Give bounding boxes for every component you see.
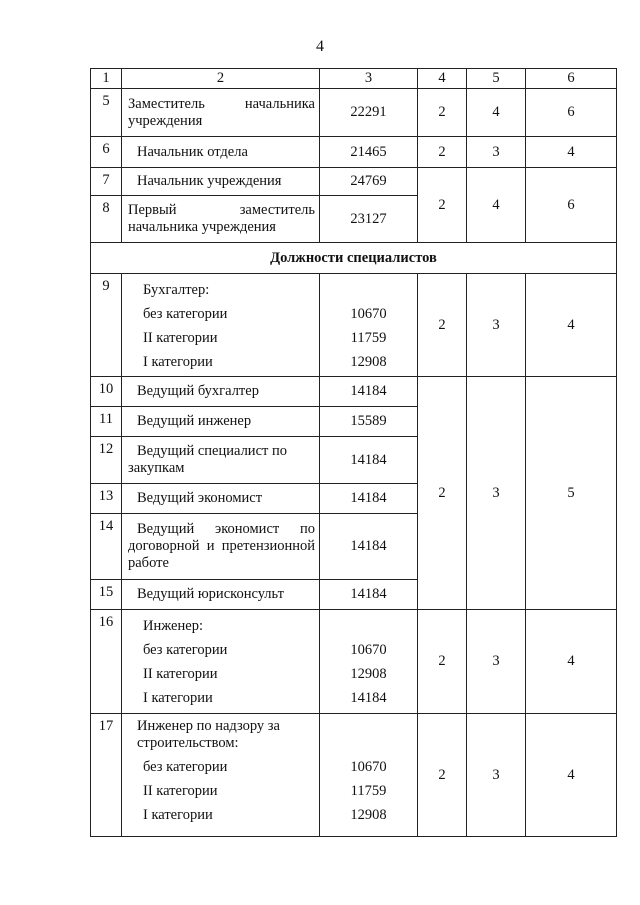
salary-cell [320,610,418,714]
salary-value: 11759 [350,330,387,346]
position-name-cell [122,610,320,714]
col6-value: 4 [526,137,617,168]
position-name: Ведущий инженер [122,407,320,437]
position-name: Первый заместитель начальника учреждения [122,196,320,243]
salary-value: 10670 [350,642,387,658]
position-name: Ведущий бухгалтер [122,377,320,407]
position-name: Инженер по надзору за строительством: [137,718,280,751]
col4-value: 2 [418,168,467,243]
row-number: 11 [91,407,122,437]
position-name: Ведущий специалист по закупкам [122,437,320,484]
salary-cell [320,274,418,377]
col5-value: 3 [467,137,526,168]
col6-value: 4 [526,714,617,837]
position-name: Инженер: [143,618,203,634]
salary-value: 12908 [350,807,387,823]
sub-category: I категории [143,354,213,370]
salary-value: 14184 [320,437,418,484]
row-number: 13 [91,484,122,514]
col6-value: 6 [526,89,617,137]
table-row [91,137,617,168]
salary-value: 23127 [320,196,418,243]
sub-category: II категории [143,330,218,346]
col6-value: 6 [526,168,617,243]
salary-value: 10670 [350,759,387,775]
salary-value: 14184 [320,377,418,407]
header-cell-1: 1 [91,69,122,89]
table-row [91,89,617,137]
position-name: Ведущий экономист по договорной и претензионной работе [122,514,320,580]
salary-value: 14184 [320,484,418,514]
col5-value: 4 [467,168,526,243]
position-name: Ведущий юрисконсульт [122,580,320,610]
row-number: 10 [91,377,122,407]
col5-value: 3 [467,274,526,377]
row-number: 8 [91,196,122,243]
salary-value: 12908 [350,354,387,370]
position-name: Заместитель начальника учреждения [122,89,320,137]
col4-value: 2 [418,610,467,714]
salary-table [90,68,617,837]
col5-value: 3 [467,714,526,837]
row-number: 7 [91,168,122,196]
table-row [91,377,617,407]
header-cell-6: 6 [526,69,617,89]
sub-category: II категории [143,666,218,682]
row-number: 16 [91,610,122,714]
salary-value: 10670 [350,306,387,322]
position-name-cell [122,274,320,377]
row-number: 17 [91,714,122,837]
salary-value: 14184 [320,580,418,610]
col4-value: 2 [418,714,467,837]
col6-value: 4 [526,274,617,377]
table-row [91,610,617,714]
row-number: 12 [91,437,122,484]
col5-value: 4 [467,89,526,137]
row-number: 14 [91,514,122,580]
salary-value: 14184 [320,514,418,580]
col5-value: 3 [467,610,526,714]
position-name: Бухгалтер: [143,282,210,298]
col6-value: 4 [526,610,617,714]
section-header-row [91,243,617,274]
position-name: Начальник отдела [122,137,320,168]
col4-value: 2 [418,274,467,377]
col6-value: 5 [526,377,617,610]
col5-value: 3 [467,377,526,610]
table-row [91,274,617,377]
salary-value: 24769 [320,168,418,196]
header-cell-5: 5 [467,69,526,89]
col4-value: 2 [418,377,467,610]
sub-category: без категории [143,759,228,775]
position-name: Ведущий экономист [122,484,320,514]
salary-value: 15589 [320,407,418,437]
row-number: 15 [91,580,122,610]
salary-value: 14184 [350,690,387,706]
sub-category: I категории [143,690,213,706]
sub-category: I категории [143,807,213,823]
col4-value: 2 [418,89,467,137]
salary-cell [320,714,418,837]
page-number: 4 [316,38,324,55]
sub-category: без категории [143,642,228,658]
section-title: Должности специалистов [91,243,617,274]
table-header-row [91,69,617,89]
header-cell-4: 4 [418,69,467,89]
table-row [91,714,617,837]
row-number: 5 [91,89,122,137]
salary-value: 21465 [320,137,418,168]
salary-value: 22291 [320,89,418,137]
position-name: Начальник учреждения [122,168,320,196]
row-number: 9 [91,274,122,377]
salary-value: 11759 [350,783,387,799]
table-row [91,168,617,196]
col4-value: 2 [418,137,467,168]
position-name-cell [122,714,320,837]
header-cell-2: 2 [122,69,320,89]
header-cell-3: 3 [320,69,418,89]
sub-category: II категории [143,783,218,799]
salary-value: 12908 [350,666,387,682]
sub-category: без категории [143,306,228,322]
row-number: 6 [91,137,122,168]
